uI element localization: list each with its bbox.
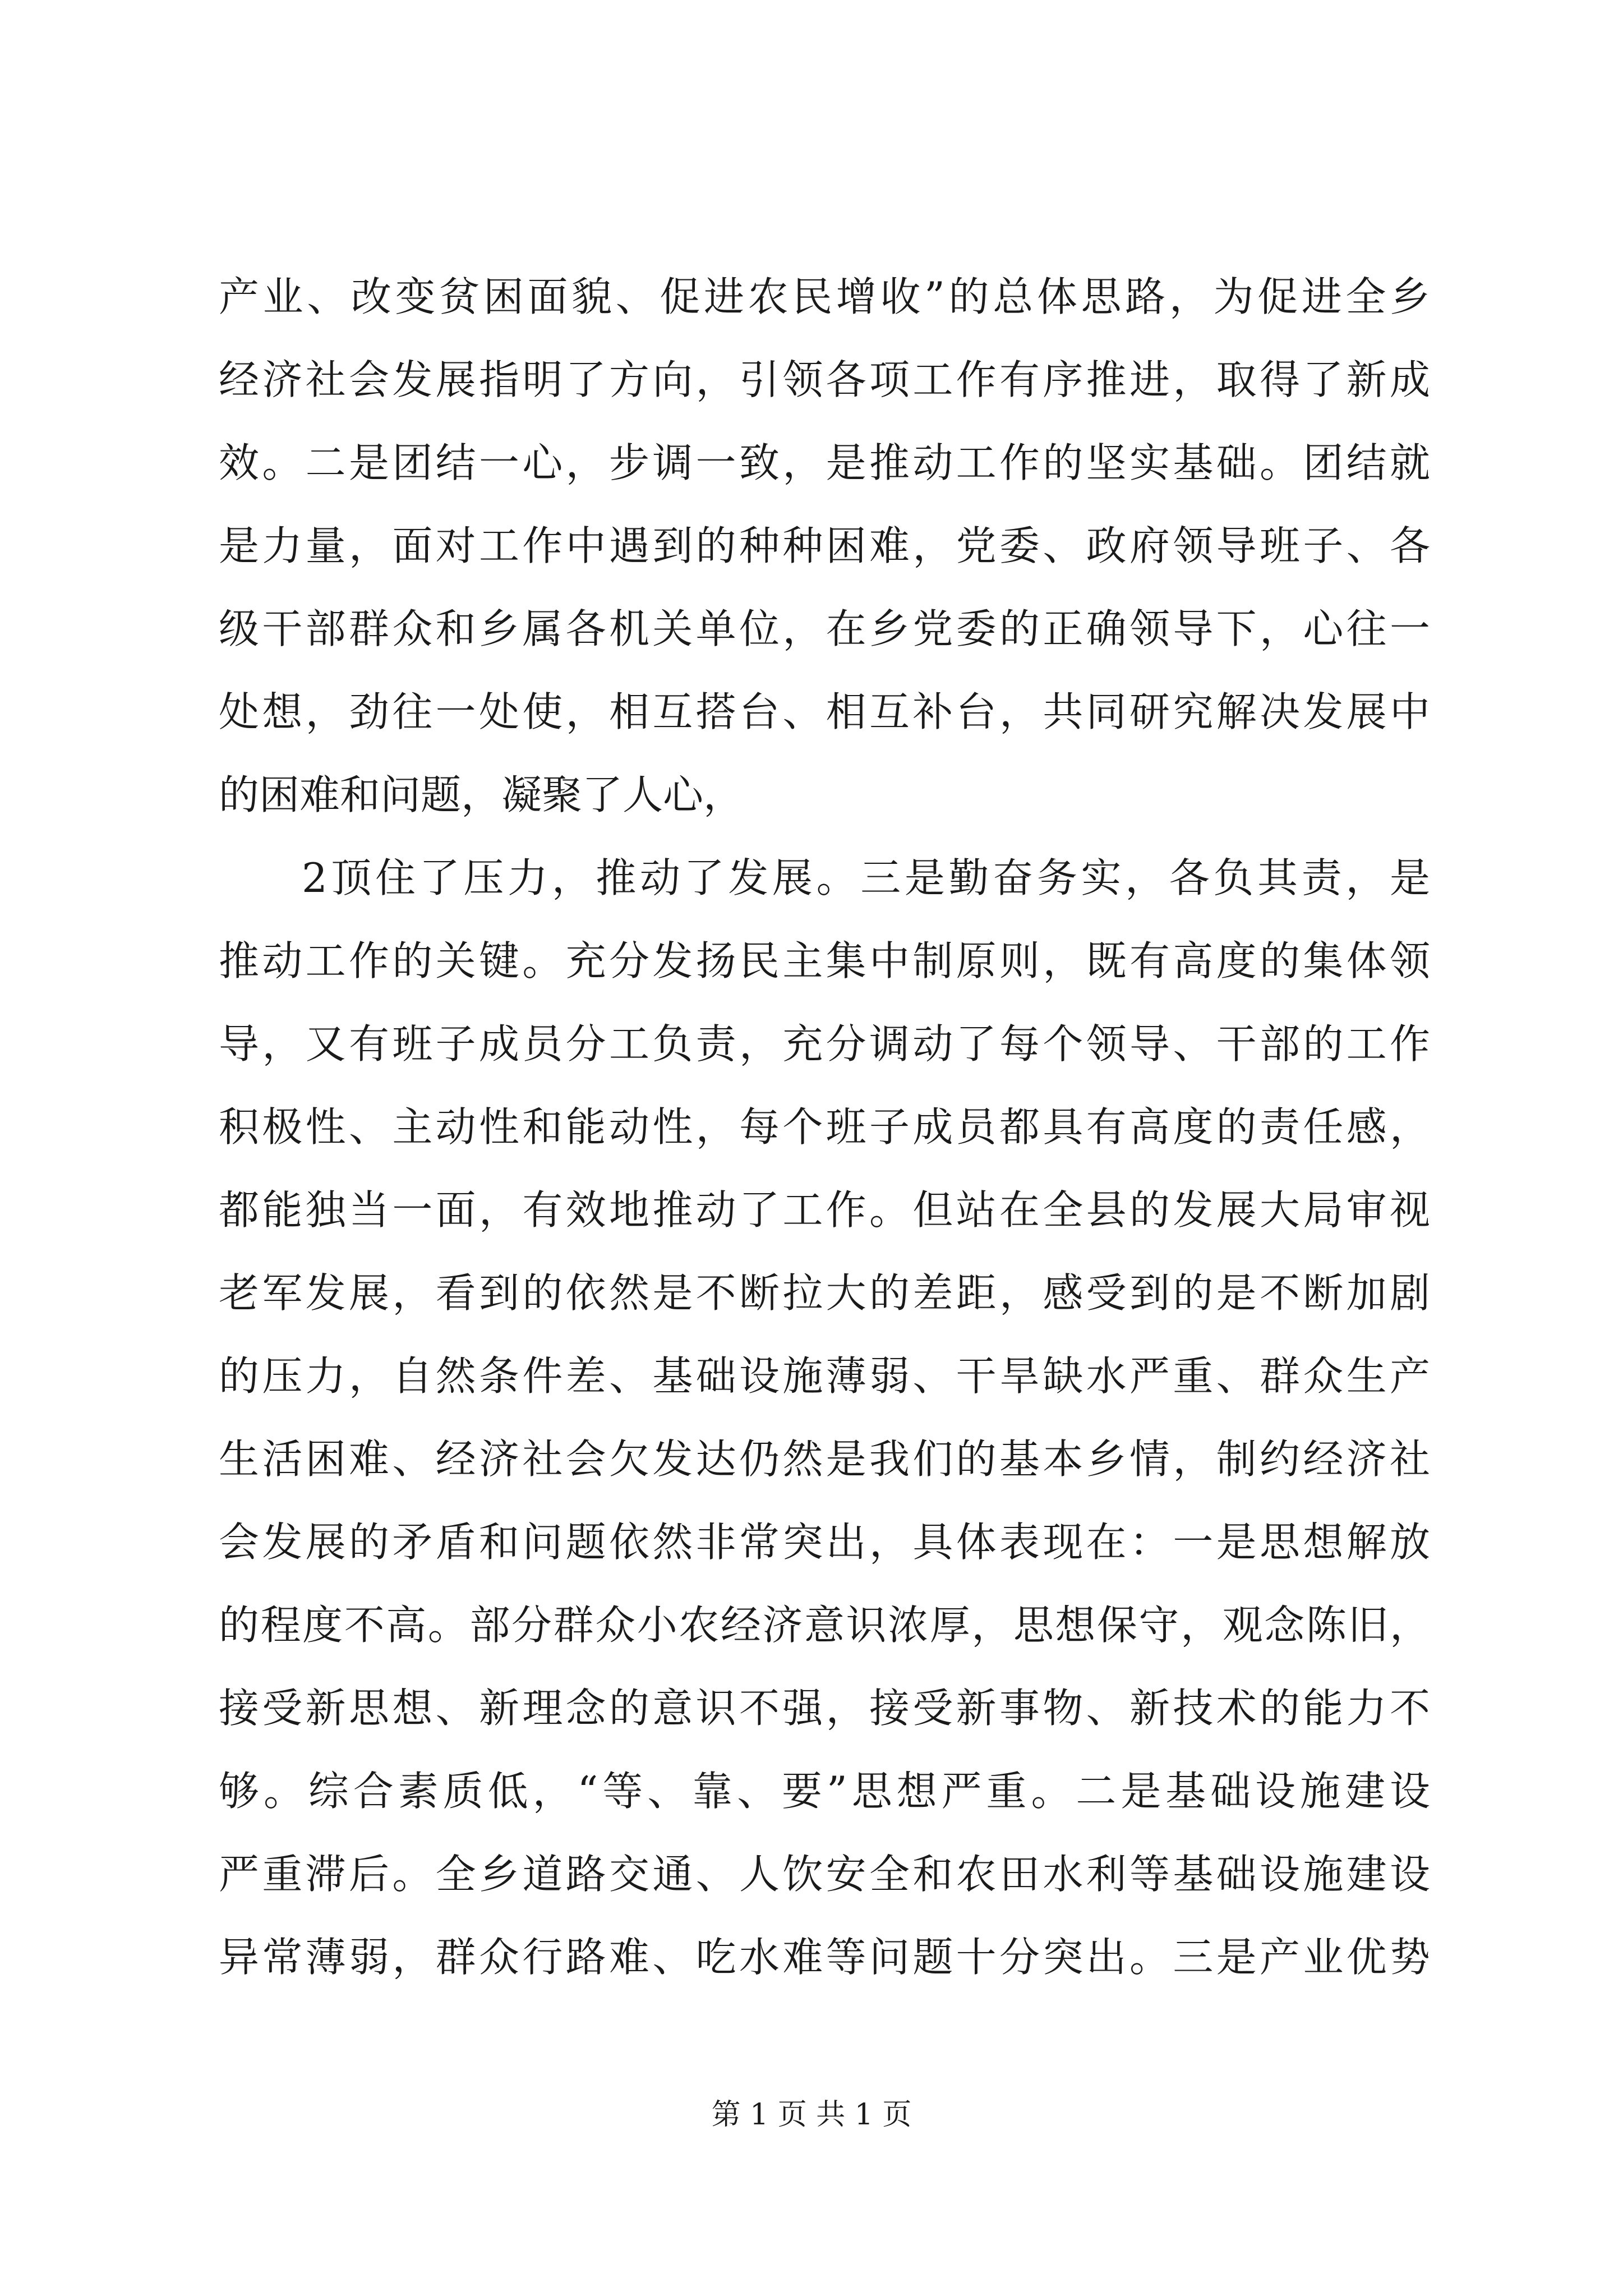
text-line: 积极性、主动性和能动性，每个班子成员都具有高度的责任感，: [219, 1103, 1430, 1151]
page-footer: 第 1 页 共 1 页: [711, 2098, 912, 2132]
text-line: 异常薄弱，群众行路难、吃水难等问题十分突出。三是产业优势: [219, 1934, 1430, 1981]
paragraph-1: [219, 255, 1430, 836]
text-line: 的程度不高。部分群众小农经济意识浓厚，思想保守，观念陈旧，: [219, 1602, 1430, 1649]
text-line: 的困难和问题，凝聚了人心，: [219, 771, 744, 818]
text-line: 效。二是团结一心，步调一致，是推动工作的坚实基础。团结就: [219, 439, 1430, 486]
paragraph-2: [219, 836, 1430, 1999]
text-line: 是力量，面对工作中遇到的种种困难，党委、政府领导班子、各: [219, 522, 1430, 569]
text-line: 老军发展，看到的依然是不断拉大的差距，感受到的是不断加剧: [219, 1269, 1430, 1317]
text-line: 导，又有班子成员分工负责，充分调动了每个领导、干部的工作: [219, 1020, 1430, 1068]
text-line: 接受新思想、新理念的意识不强，接受新事物、新技术的能力不: [219, 1685, 1430, 1732]
text-line: 会发展的矛盾和问题依然非常突出，具体表现在：一是思想解放: [219, 1519, 1430, 1566]
text-line: 处想，劲往一处使，相互搭台、相互补台，共同研究解决发展中: [219, 688, 1430, 735]
text-line: 经济社会发展指明了方向，引领各项工作有序推进，取得了新成: [219, 356, 1430, 403]
text-line: 都能独当一面，有效地推动了工作。但站在全县的发展大局审视: [219, 1186, 1430, 1234]
text-line: 推动工作的关键。充分发扬民主集中制原则，既有高度的集体领: [219, 937, 1430, 984]
text-line: 的压力，自然条件差、基础设施薄弱、干旱缺水严重、群众生产: [219, 1352, 1430, 1400]
text-line-indented: 2顶住了压力，推动了发展。三是勤奋务实，各负其责，是: [302, 854, 1430, 901]
text-line: 产业、改变贫困面貌、促进农民增收”的总体思路，为促进全乡: [219, 273, 1430, 320]
text-line: 严重滞后。全乡道路交通、人饮安全和农田水利等基础设施建设: [219, 1851, 1430, 1898]
text-line: 级干部群众和乡属各机关单位，在乡党委的正确领导下，心往一: [219, 605, 1430, 652]
body-text: [219, 255, 1430, 1999]
text-line: 生活困难、经济社会欠发达仍然是我们的基本乡情，制约经济社: [219, 1435, 1430, 1483]
text-line: 够。综合素质低，“等、靠、要”思想严重。二是基础设施建设: [219, 1768, 1430, 1815]
